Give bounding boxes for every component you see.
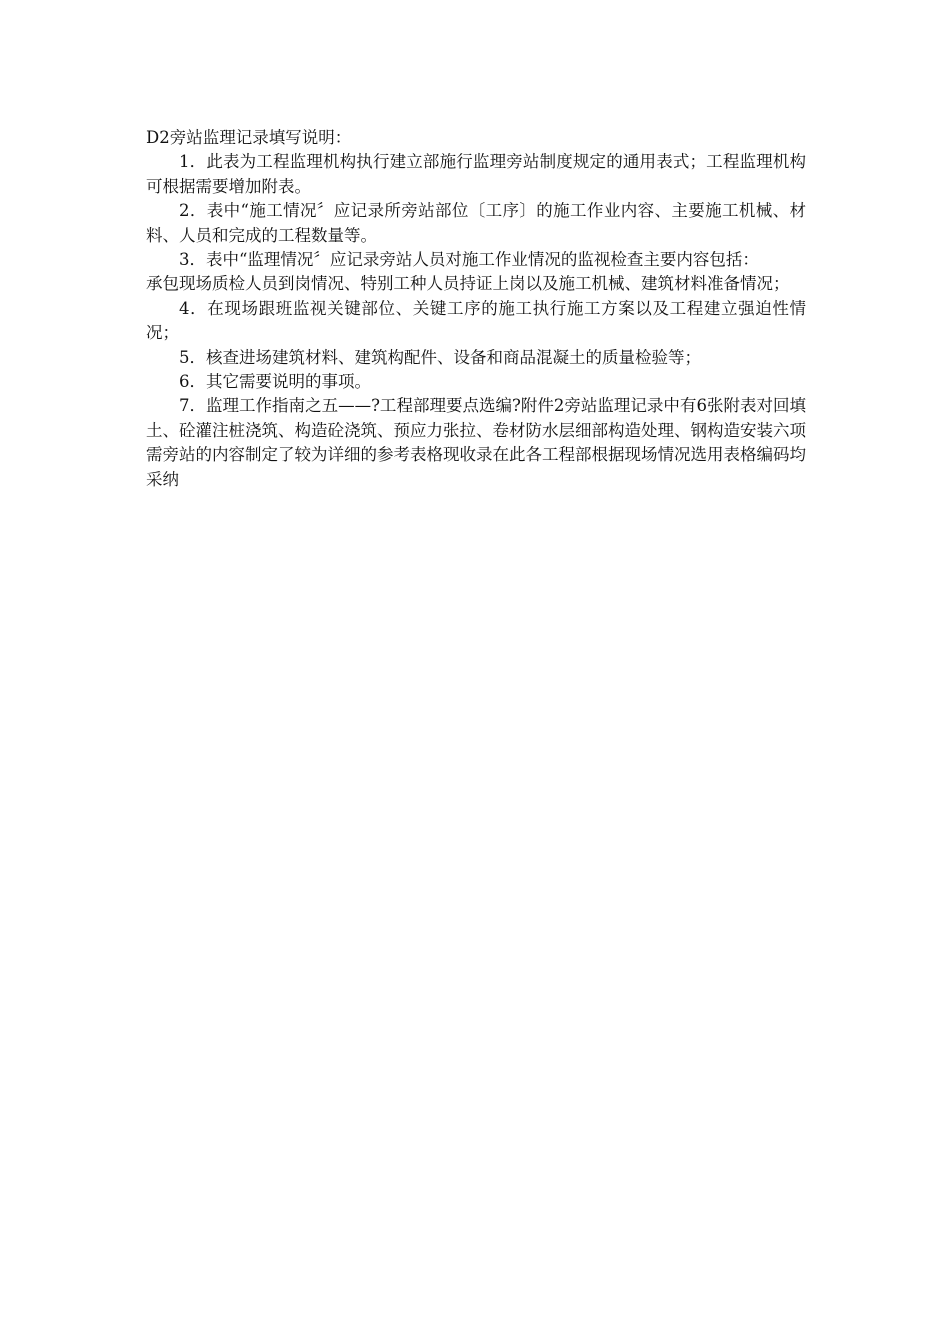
document-page [146, 126, 806, 492]
paragraph-item-4: 4．在现场跟班监视关键部位、关键工序的施工执行施工方案以及工程建立强迫性情况； [146, 298, 806, 343]
paragraph-item-2: 2．表中“施工情况〞应记录所旁站部位〔工序〕的施工作业内容、主要施工机械、材料、人员和完成的工程数量等。 [146, 201, 806, 245]
document-title: D2旁站监理记录填写说明： [146, 128, 352, 147]
paragraph-item-3: 3．表中“监理情况〞应记录旁站人员对施工作业情况的监视检查主要内容包括： [179, 250, 759, 270]
paragraph-item-1: 1．此表为工程监理机构执行建立部施行监理旁站制度规定的通用表式；工程监理机构可根据需要增加附表。 [146, 152, 806, 196]
paragraph-item-5: 5．核查进场建筑材料、建筑构配件、设备和商品混凝土的质量检验等； [179, 347, 701, 367]
paragraph-item-6: 6．其它需要说明的事项。 [179, 372, 371, 392]
paragraph-item-3-continuation: 承包现场质检人员到岗情况、特别工种人员持证上岗以及施工机械、建筑材料准备情况； [146, 274, 790, 294]
paragraph-item-7: 7．监理工作指南之五——?工程部理要点选编?附件2旁站监理记录中有6张附表对回填土、砼灌注桩浇筑、构造砼浇筑、预应力张拉、卷材防水层细部构造处理、钢构造安装六项需旁站的内容制定了较为详细的参考表格现收录在此各工程部根据现场情况选用表格编码均采纳 [146, 396, 806, 489]
